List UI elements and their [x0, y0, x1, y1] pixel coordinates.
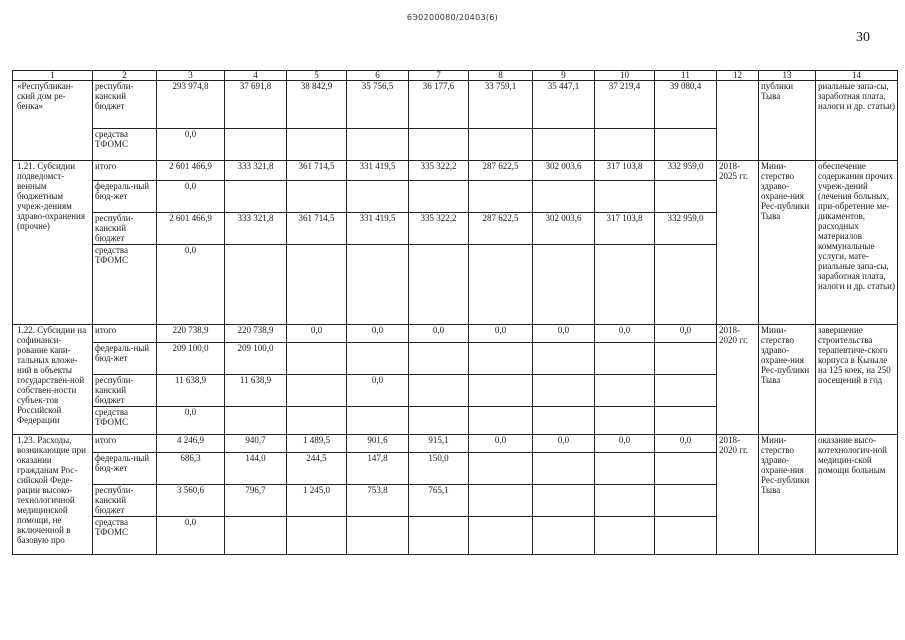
- measure-name: «Республикан-ский дом ре-бенка»: [13, 81, 93, 161]
- result-cell: завершение строительства терапевтиче-ского корпуса в Кызыле на 125 коек, на 250 посещений в год: [816, 325, 898, 435]
- source-label: средства ТФОМС: [93, 517, 157, 555]
- source-label: республи-канский бюджет: [93, 213, 157, 245]
- result-cell: оказание высо-котехнологич-ной медицин-ской помощи больным: [816, 435, 898, 555]
- value-cell: 37 219,4: [595, 81, 655, 129]
- column-header: 7: [409, 71, 469, 81]
- value-cell: 150,0: [409, 453, 469, 485]
- column-header: 3: [157, 71, 225, 81]
- value-cell: 209 100,0: [157, 343, 225, 375]
- result-cell: обеспечение содержания прочих учреж-дений (лечения больных, при-обретение ме-дикаментов, расходных материалов коммунальные услуги, мате-риальные запа-сы, заработная плата, налоги и др. статьи): [816, 161, 898, 325]
- value-cell: 335 322,2: [409, 213, 469, 245]
- value-cell: 35 756,5: [347, 81, 409, 129]
- source-label: средства ТФОМС: [93, 407, 157, 435]
- value-cell: 37 691,8: [225, 81, 287, 129]
- value-cell: 293 974,8: [157, 81, 225, 129]
- value-cell: 0,0: [157, 129, 225, 161]
- measure-name: 1.21. Субсидии подведомст-венным бюджетным учреж-дениям здраво-охранения (прочие): [13, 161, 93, 325]
- value-cell: 940,7: [225, 435, 287, 453]
- value-cell: 3 560,6: [157, 485, 225, 517]
- value-cell: 0,0: [347, 375, 409, 407]
- value-cell: 0,0: [469, 325, 533, 343]
- value-cell: 0,0: [157, 245, 225, 325]
- value-cell: 11 638,9: [225, 375, 287, 407]
- value-cell: 332 959,0: [655, 213, 717, 245]
- period-cell: [717, 81, 759, 161]
- column-header: 9: [533, 71, 595, 81]
- measure-name: 1.22. Субсидии на софинанси-рование капи-тальных вложе-ний в объекты государствен-ной собствен-ности субъек-тов Российской Федерации: [13, 325, 93, 435]
- value-cell: 335 322,2: [409, 161, 469, 181]
- executor-cell: Мини-стерство здраво-охране-ния Рес-публики Тыва: [759, 161, 816, 325]
- value-cell: 331 419,5: [347, 213, 409, 245]
- source-label: итого: [93, 161, 157, 181]
- value-cell: 317 103,8: [595, 213, 655, 245]
- value-cell: 332 959,0: [655, 161, 717, 181]
- period-cell: 2018-2025 гг.: [717, 161, 759, 325]
- value-cell: 209 100,0: [225, 343, 287, 375]
- source-label: итого: [93, 435, 157, 453]
- value-cell: 220 738,9: [157, 325, 225, 343]
- value-cell: 2 601 466,9: [157, 213, 225, 245]
- source-label: итого: [93, 325, 157, 343]
- value-cell: 1 489,5: [287, 435, 347, 453]
- value-cell: 39 080,4: [655, 81, 717, 129]
- value-cell: 0,0: [595, 435, 655, 453]
- value-cell: 287 622,5: [469, 161, 533, 181]
- value-cell: 753,8: [347, 485, 409, 517]
- value-cell: 33 759,1: [469, 81, 533, 129]
- period-cell: 2018-2020 гг.: [717, 435, 759, 555]
- source-label: федераль-ный бюд-жет: [93, 343, 157, 375]
- value-cell: 36 177,6: [409, 81, 469, 129]
- value-cell: 361 714,5: [287, 161, 347, 181]
- column-header: 6: [347, 71, 409, 81]
- value-cell: 0,0: [157, 181, 225, 213]
- result-cell: риальные запа-сы, заработная плата, налоги и др. статьи): [816, 81, 898, 161]
- page-number: 30: [856, 30, 870, 45]
- column-header: 1: [13, 71, 93, 81]
- column-header: 14: [816, 71, 898, 81]
- source-label: республи-канский бюджет: [93, 485, 157, 517]
- table-row: [13, 435, 898, 453]
- value-cell: 244,5: [287, 453, 347, 485]
- column-header: 5: [287, 71, 347, 81]
- column-header: 13: [759, 71, 816, 81]
- value-cell: 796,7: [225, 485, 287, 517]
- value-cell: 0,0: [595, 325, 655, 343]
- value-cell: 915,1: [409, 435, 469, 453]
- column-header: 10: [595, 71, 655, 81]
- table-row: [13, 161, 898, 181]
- value-cell: 38 842,9: [287, 81, 347, 129]
- value-cell: 2 601 466,9: [157, 161, 225, 181]
- document-code: 6Э0200080/20403(6): [406, 13, 499, 22]
- measure-name: 1.23. Расходы, возникающие при оказании гражданам Рос-сийской Феде-рации высоко-технологичной медицинской помощи, не включенной в базовую про: [13, 435, 93, 555]
- column-header: 8: [469, 71, 533, 81]
- source-label: республи-канский бюджет: [93, 375, 157, 407]
- budget-table: [12, 70, 898, 555]
- column-header: 11: [655, 71, 717, 81]
- column-header: 12: [717, 71, 759, 81]
- value-cell: 0,0: [157, 517, 225, 555]
- table-row: [13, 325, 898, 343]
- value-cell: 144,0: [225, 453, 287, 485]
- period-cell: 2018-2020 гг.: [717, 325, 759, 435]
- value-cell: 147,8: [347, 453, 409, 485]
- column-header: 4: [225, 71, 287, 81]
- value-cell: 220 738,9: [225, 325, 287, 343]
- value-cell: 287 622,5: [469, 213, 533, 245]
- value-cell: 0,0: [533, 325, 595, 343]
- value-cell: 317 103,8: [595, 161, 655, 181]
- value-cell: 333 321,8: [225, 161, 287, 181]
- value-cell: 765,1: [409, 485, 469, 517]
- value-cell: 331 419,5: [347, 161, 409, 181]
- value-cell: [287, 375, 347, 407]
- table-row: [13, 81, 898, 129]
- value-cell: 0,0: [655, 435, 717, 453]
- column-header: 2: [93, 71, 157, 81]
- value-cell: 302 003,6: [533, 161, 595, 181]
- value-cell: 901,6: [347, 435, 409, 453]
- value-cell: 0,0: [287, 325, 347, 343]
- value-cell: 11 638,9: [157, 375, 225, 407]
- source-label: средства ТФОМС: [93, 245, 157, 325]
- value-cell: 0,0: [157, 407, 225, 435]
- value-cell: 686,3: [157, 453, 225, 485]
- value-cell: 0,0: [469, 435, 533, 453]
- executor-cell: Мини-стерство здраво-охране-ния Рес-публики Тыва: [759, 325, 816, 435]
- source-label: средства ТФОМС: [93, 129, 157, 161]
- value-cell: 333 321,8: [225, 213, 287, 245]
- value-cell: 361 714,5: [287, 213, 347, 245]
- value-cell: 0,0: [533, 435, 595, 453]
- source-label: федераль-ный бюд-жет: [93, 181, 157, 213]
- header-row: [13, 71, 898, 81]
- value-cell: 35 447,1: [533, 81, 595, 129]
- executor-cell: Мини-стерство здраво-охране-ния Рес-публики Тыва: [759, 435, 816, 555]
- value-cell: 0,0: [347, 325, 409, 343]
- value-cell: 0,0: [409, 325, 469, 343]
- value-cell: 1 245,0: [287, 485, 347, 517]
- value-cell: 302 003,6: [533, 213, 595, 245]
- executor-cell: публики Тыва: [759, 81, 816, 161]
- value-cell: 0,0: [655, 325, 717, 343]
- source-label: республи-канский бюджет: [93, 81, 157, 129]
- source-label: федераль-ный бюд-жет: [93, 453, 157, 485]
- value-cell: 4 246,9: [157, 435, 225, 453]
